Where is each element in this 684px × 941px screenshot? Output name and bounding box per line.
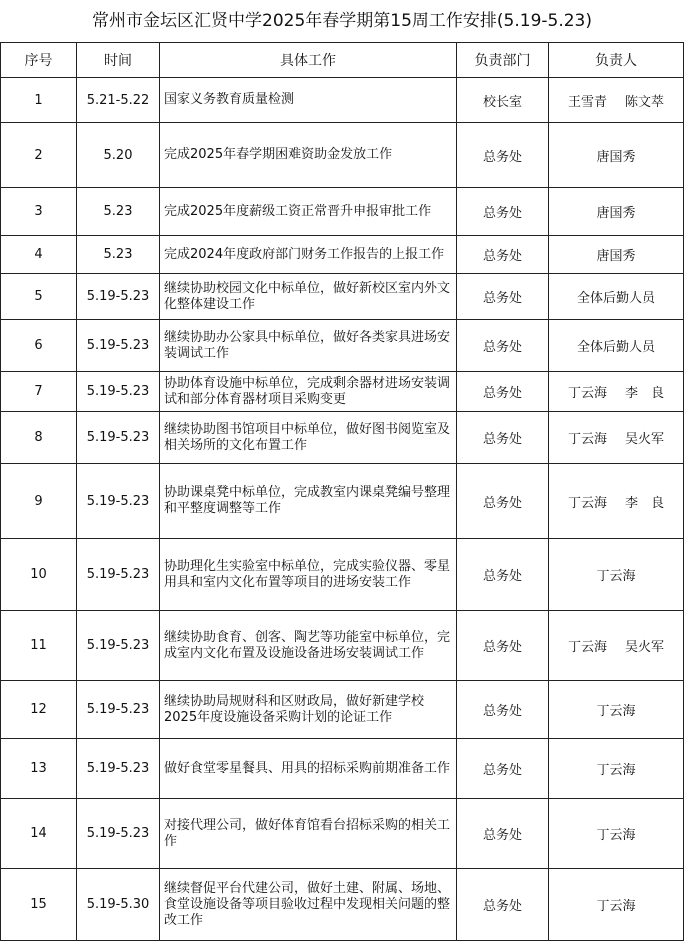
table-row: [1, 78, 684, 123]
person-name: 丁云海: [596, 828, 636, 843]
person-name: 丁云海: [596, 569, 636, 584]
person-name: 丁云海: [567, 432, 607, 447]
person-name: 唐国秀: [596, 206, 636, 221]
person-name: 王雪青: [567, 94, 607, 110]
row-time: 5.19-5.23: [77, 372, 160, 412]
row-no: 14: [1, 799, 77, 869]
person-name: 李 良: [625, 495, 665, 511]
row-no: 10: [1, 539, 77, 611]
row-person: [549, 78, 684, 123]
row-time: 5.19-5.23: [77, 412, 160, 464]
table-row: [1, 236, 684, 274]
row-person: [549, 412, 684, 464]
row-dept: 总务处: [457, 681, 549, 739]
table-row: [1, 799, 684, 869]
person-name: 全体后勤人员: [576, 340, 655, 355]
row-person: [549, 739, 684, 799]
column-header-no: 序号: [1, 43, 77, 78]
person-name: 丁云海: [596, 704, 636, 719]
row-dept: 总务处: [457, 869, 549, 941]
row-work: 完成2024年度政府部门财务工作报告的上报工作: [160, 236, 457, 274]
row-work: 完成2025年度薪级工资正常晋升申报审批工作: [160, 188, 457, 236]
column-header-time: 时间: [77, 43, 160, 78]
row-time: 5.19-5.23: [77, 274, 160, 320]
row-dept: 总务处: [457, 123, 549, 188]
row-work: 继续督促平台代建公司，做好土建、附属、场地、食堂设施设备等项目验收过程中发现相关问题的整改工作: [160, 869, 457, 941]
row-time: 5.19-5.23: [77, 681, 160, 739]
person-name: 丁云海: [567, 640, 607, 655]
column-header-person: 负责人: [549, 43, 684, 78]
row-no: 12: [1, 681, 77, 739]
row-no: 1: [1, 78, 77, 123]
row-work: 继续协助校园文化中标单位，做好新校区室内外文化整体建设工作: [160, 274, 457, 320]
row-work: 继续协助图书馆项目中标单位，做好图书阅览室及相关场所的文化布置工作: [160, 412, 457, 464]
row-dept: 总务处: [457, 611, 549, 681]
row-no: 13: [1, 739, 77, 799]
row-time: 5.21-5.22: [77, 78, 160, 123]
row-dept: 总务处: [457, 320, 549, 372]
row-person: [549, 681, 684, 739]
row-dept: 总务处: [457, 464, 549, 539]
column-header-dept: 负责部门: [457, 43, 549, 78]
row-no: 7: [1, 372, 77, 412]
row-time: 5.19-5.30: [77, 869, 160, 941]
row-work: 继续协助食育、创客、陶艺等功能室中标单位，完成室内文化布置及设施设备进场安装调试工作: [160, 611, 457, 681]
table-row: [1, 539, 684, 611]
table-row: [1, 372, 684, 412]
row-work: 完成2025年春学期困难资助金发放工作: [160, 123, 457, 188]
row-dept: 总务处: [457, 412, 549, 464]
person-name: 丁云海: [596, 763, 636, 778]
person-name: 陈文萃: [625, 94, 665, 110]
row-dept: 总务处: [457, 799, 549, 869]
row-person: [549, 611, 684, 681]
row-time: 5.20: [77, 123, 160, 188]
row-person: [549, 372, 684, 412]
row-no: 3: [1, 188, 77, 236]
row-dept: 总务处: [457, 739, 549, 799]
row-person: [549, 799, 684, 869]
table-row: [1, 123, 684, 188]
row-person: [549, 869, 684, 941]
row-work: 对接代理公司，做好体育馆看台招标采购的相关工作: [160, 799, 457, 869]
row-no: 4: [1, 236, 77, 274]
table-row: [1, 188, 684, 236]
person-name: 唐国秀: [596, 149, 636, 165]
row-person: [549, 123, 684, 188]
person-name: 丁云海: [567, 495, 607, 511]
row-person: [549, 539, 684, 611]
row-person: [549, 320, 684, 372]
row-person: [549, 236, 684, 274]
table-header-row: [1, 43, 684, 78]
table-row: [1, 464, 684, 539]
row-person: [549, 188, 684, 236]
row-time: 5.23: [77, 188, 160, 236]
page-title: 常州市金坛区汇贤中学2025年春学期第15周工作安排(5.19-5.23): [92, 11, 592, 31]
table-row: [1, 681, 684, 739]
row-time: 5.19-5.23: [77, 464, 160, 539]
row-dept: 总务处: [457, 539, 549, 611]
row-time: 5.23: [77, 236, 160, 274]
row-time: 5.19-5.23: [77, 799, 160, 869]
row-work: 协助体育设施中标单位，完成剩余器材进场安装调试和部分体育器材项目采购变更: [160, 372, 457, 412]
row-no: 9: [1, 464, 77, 539]
person-name: 丁云海: [567, 386, 607, 401]
row-no: 11: [1, 611, 77, 681]
row-time: 5.19-5.23: [77, 539, 160, 611]
person-name: 丁云海: [596, 899, 636, 914]
row-work: 继续协助局规财科和区财政局，做好新建学校2025年度设施设备采购计划的论证工作: [160, 681, 457, 739]
person-name: 吴火军: [625, 432, 665, 447]
row-work: 继续协助办公家具中标单位，做好各类家具进场安装调试工作: [160, 320, 457, 372]
table-row: [1, 412, 684, 464]
row-no: 6: [1, 320, 77, 372]
table-row: [1, 869, 684, 941]
table-row: [1, 739, 684, 799]
row-dept: 总务处: [457, 372, 549, 412]
row-work: 国家义务教育质量检测: [160, 78, 457, 123]
table-row: [1, 320, 684, 372]
table-row: [1, 274, 684, 320]
row-no: 8: [1, 412, 77, 464]
row-dept: 总务处: [457, 236, 549, 274]
person-name: 唐国秀: [596, 249, 636, 264]
column-header-work: 具体工作: [160, 43, 457, 78]
row-no: 5: [1, 274, 77, 320]
row-time: 5.19-5.23: [77, 739, 160, 799]
row-work: 协助课桌凳中标单位，完成教室内课桌凳编号整理和平整度调整等工作: [160, 464, 457, 539]
row-work: 做好食堂零星餐具、用具的招标采购前期准备工作: [160, 739, 457, 799]
row-no: 15: [1, 869, 77, 941]
row-dept: 总务处: [457, 274, 549, 320]
table-row: [1, 611, 684, 681]
row-dept: 总务处: [457, 188, 549, 236]
person-name: 李 良: [625, 386, 665, 401]
row-time: 5.19-5.23: [77, 611, 160, 681]
row-no: 2: [1, 123, 77, 188]
row-person: [549, 274, 684, 320]
row-time: 5.19-5.23: [77, 320, 160, 372]
row-person: [549, 464, 684, 539]
row-dept: 校长室: [457, 78, 549, 123]
person-name: 吴火军: [625, 640, 665, 655]
row-work: 协助理化生实验室中标单位，完成实验仪器、零星用具和室内文化布置等项目的进场安装工作: [160, 539, 457, 611]
person-name: 全体后勤人员: [576, 291, 655, 306]
schedule-table: [0, 42, 684, 941]
